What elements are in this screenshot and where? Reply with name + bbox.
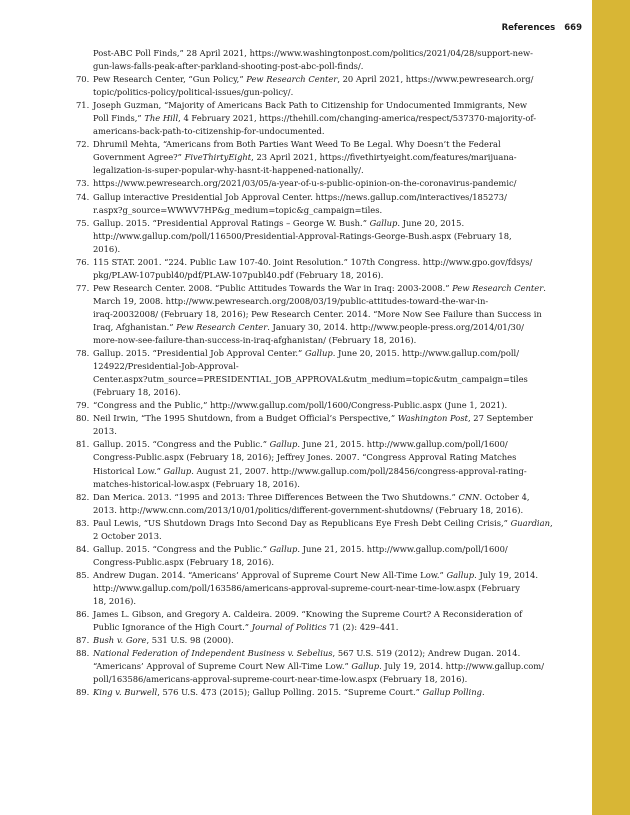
reference-item	[76, 543, 552, 569]
page-number: 669	[564, 23, 582, 33]
reference-number: 71.	[76, 100, 90, 111]
text-run: poll/163586/americans-approval-supreme-court-near-time-low.aspx (February 18, 2016).	[93, 674, 468, 685]
text-run: Post-ABC Poll Finds,” 28 April 2021, https://www.washingtonpost.com/politics/2021/04/28/support-new-	[93, 48, 533, 58]
text-run: Pew Research Center. 2008. “Public Attitudes Towards the War in Iraq: 2003-2008.”	[93, 282, 453, 293]
text-run: . June 20, 2015.	[397, 217, 465, 228]
reference-line	[93, 308, 552, 321]
side-color-bar	[592, 0, 630, 815]
text-run: Gallup. 2015. “Presidential Job Approval Center.”	[93, 348, 305, 359]
text-run: 18, 2016).	[93, 595, 137, 606]
reference-line	[93, 321, 552, 334]
text-run: Historical Low.”	[93, 465, 164, 476]
italic-title: Washington Post	[397, 413, 468, 424]
reference-list	[76, 47, 552, 699]
italic-title: Gallup Polling	[422, 687, 482, 698]
reference-item	[76, 47, 552, 73]
text-run: https://www.pewresearch.org/2021/03/05/a-year-of-u-s-public-opinion-on-the-coronavirus-pandemic/	[93, 178, 517, 189]
reference-line	[93, 517, 552, 530]
text-run: . June 21, 2015. http://www.gallup.com/poll/1600/	[297, 439, 508, 450]
reference-item	[76, 138, 552, 177]
text-run: . January 30, 2014. http://www.people-press.org/2014/01/30/	[267, 321, 524, 332]
text-run: . June 20, 2015. http://www.gallup.com/poll/	[332, 348, 520, 359]
text-run: , 4 February 2021, https://thehill.com/changing-america/respect/537370-majority-of-	[178, 113, 537, 124]
running-header	[470, 23, 582, 33]
text-run: ,	[549, 517, 553, 528]
text-run: “Congress and the Public,” http://www.gallup.com/poll/1600/Congress-Public.aspx (June 1, 2021).	[93, 400, 508, 411]
reference-number: 84.	[76, 543, 90, 554]
text-run: 115 STAT. 2001. “224. Public Law 107-40. Joint Resolution.” 107th Congress. http://www.gpo.gov/fdsys/	[93, 256, 533, 267]
text-run: http://www.gallup.com/poll/116500/Presidential-Approval-Ratings-George-Bush.aspx (February 18,	[93, 230, 512, 241]
reference-line	[93, 686, 552, 699]
text-run: . August 21, 2007. http://www.gallup.com/poll/28456/congress-approval-rating-	[191, 465, 527, 476]
text-run: , 23 April 2021, https://fivethirtyeight.com/features/marijuana-	[251, 152, 517, 163]
text-run: topic/politics-policy/political-issues/gun-policy/.	[93, 87, 294, 98]
reference-line	[93, 399, 552, 412]
italic-title: Gallup	[304, 348, 333, 359]
text-run: , 27 September	[467, 413, 534, 424]
text-run: 2016).	[93, 243, 121, 254]
reference-line	[93, 204, 552, 217]
text-run: . July 19, 2014. http://www.gallup.com/	[379, 661, 545, 672]
text-run: r.aspx?g_source=WWWV7HP&g_medium=topic&g_campaign=tiles.	[93, 204, 383, 215]
text-run: 71 (2): 429–441.	[326, 622, 399, 633]
italic-title: FiveThirtyEight	[184, 152, 252, 163]
text-run: Congress-Public.aspx (February 18, 2016).	[93, 556, 274, 567]
reference-line	[93, 138, 552, 151]
text-run: Pew Research Center, “Gun Policy,”	[93, 74, 247, 85]
italic-title: Gallup	[369, 217, 398, 228]
reference-item	[76, 282, 552, 347]
reference-line	[93, 491, 552, 504]
text-run: Dan Merica. 2013. “1995 and 2013: Three Differences Between the Two Shutdowns.”	[93, 491, 459, 502]
reference-number: 83.	[76, 517, 90, 528]
reference-line	[93, 451, 552, 464]
reference-line	[93, 112, 552, 125]
italic-title: Journal of Politics	[251, 622, 327, 633]
reference-line	[93, 438, 552, 451]
reference-number: 87.	[76, 635, 90, 646]
reference-line	[93, 86, 552, 99]
reference-item	[76, 647, 552, 686]
reference-line	[93, 99, 552, 112]
reference-line	[93, 73, 552, 86]
text-run: 2013.	[93, 426, 117, 437]
reference-line	[93, 282, 552, 295]
reference-number: 75.	[76, 217, 90, 228]
reference-item	[76, 412, 552, 438]
reference-line	[93, 595, 552, 608]
italic-title: Gallup	[269, 439, 298, 450]
reference-number: 81.	[76, 439, 90, 450]
reference-number: 78.	[76, 348, 90, 359]
reference-number: 73.	[76, 178, 90, 189]
text-run: . July 19, 2014.	[474, 569, 539, 580]
reference-line	[93, 177, 552, 190]
reference-line	[93, 191, 552, 204]
text-run: Gallup. 2015. “Congress and the Public.”	[93, 543, 270, 554]
reference-line	[93, 295, 552, 308]
reference-number: 76.	[76, 256, 90, 267]
reference-item	[76, 491, 552, 517]
italic-title: The Hill	[144, 113, 179, 124]
reference-line	[93, 269, 552, 282]
reference-number: 85.	[76, 569, 90, 580]
section-title: References	[501, 23, 556, 33]
text-run: americans-back-path-to-citizenship-for-undocumented.	[93, 126, 325, 137]
text-run: James L. Gibson, and Gregory A. Caldeira. 2009. “Knowing the Supreme Court? A Reconsideration of	[93, 609, 523, 620]
reference-number: 89.	[76, 687, 90, 698]
reference-line	[93, 164, 552, 177]
italic-title: Guardian	[510, 517, 550, 528]
italic-title: Gallup	[351, 661, 380, 672]
italic-title: CNN	[458, 491, 480, 502]
reference-line	[93, 151, 552, 164]
reference-item	[76, 438, 552, 490]
text-run: 2013. http://www.cnn.com/2013/10/01/politics/different-government-shutdowns/ (February 18, 2016).	[93, 504, 524, 515]
reference-line	[93, 47, 552, 60]
reference-item	[76, 99, 552, 138]
text-run: Neil Irwin, “The 1995 Shutdown, from a Budget Official’s Perspective,”	[93, 413, 398, 424]
reference-line	[93, 478, 552, 491]
reference-line	[93, 647, 552, 660]
reference-line	[93, 608, 552, 621]
reference-line	[93, 465, 552, 478]
text-run: (February 18, 2016).	[93, 387, 181, 398]
reference-item	[76, 256, 552, 282]
text-run: Gallup. 2015. “Congress and the Public.”	[93, 439, 270, 450]
text-run: gun-laws-falls-peak-after-parkland-shooting-post-abc-poll-finds/.	[93, 61, 364, 72]
text-run: http://www.gallup.com/poll/163586/americans-approval-supreme-court-near-time-low.aspx (February	[93, 582, 520, 593]
reference-line	[93, 256, 552, 269]
italic-title: Pew Research Center	[176, 321, 268, 332]
reference-number: 88.	[76, 648, 90, 659]
reference-item	[76, 686, 552, 699]
reference-line	[93, 412, 552, 425]
reference-line	[93, 530, 552, 543]
italic-title: Pew Research Center	[246, 74, 338, 85]
text-run: matches-historical-low.aspx (February 18, 2016).	[93, 478, 300, 489]
text-run: more-now-see-failure-than-success-in-iraq-afghanistan/ (February 18, 2016).	[93, 335, 417, 346]
reference-line	[93, 60, 552, 73]
reference-line	[93, 425, 552, 438]
reference-line	[93, 660, 552, 673]
reference-line	[93, 373, 552, 386]
reference-number: 70.	[76, 74, 90, 85]
text-run: Joseph Guzman, “Majority of Americans Back Path to Citizenship for Undocumented Immigrants, New	[93, 100, 528, 111]
italic-title: Gallup	[163, 465, 192, 476]
reference-item	[76, 569, 552, 608]
reference-item	[76, 73, 552, 99]
text-run: , 20 April 2021, https://www.pewresearch.org/	[337, 74, 534, 85]
text-run: .	[543, 282, 546, 293]
text-run: Gallup. 2015. “Presidential Approval Ratings – George W. Bush.”	[93, 217, 370, 228]
italic-title: King v. Burwell	[93, 687, 158, 698]
italic-title: Pew Research Center	[452, 282, 544, 293]
italic-title: Bush v. Gore	[93, 635, 147, 646]
text-run: . June 21, 2015. http://www.gallup.com/poll/1600/	[297, 543, 508, 554]
reference-line	[93, 556, 552, 569]
text-run: Andrew Dugan. 2014. “Americans’ Approval of Supreme Court New All-Time Low.”	[93, 569, 447, 580]
reference-line	[93, 230, 552, 243]
reference-item	[76, 517, 552, 543]
italic-title: Gallup	[269, 543, 298, 554]
text-run: Government Agree?”	[93, 152, 185, 163]
reference-number: 79.	[76, 400, 90, 411]
text-run: iraq-20032008/ (February 18, 2016); Pew Research Center. 2014. “More Now See Failure than Success in	[93, 308, 542, 319]
text-run: March 19, 2008. http://www.pewresearch.org/2008/03/19/public-attitudes-toward-the-war-in-	[93, 295, 489, 306]
reference-line	[93, 243, 552, 256]
text-run: . October 4,	[479, 491, 530, 502]
text-run: “Americans’ Approval of Supreme Court New All-Time Low.”	[93, 661, 352, 672]
reference-number: 80.	[76, 413, 90, 424]
text-run: Congress-Public.aspx (February 18, 2016); Jeffrey Jones. 2007. “Congress Approval Rating Matches	[93, 452, 517, 463]
text-run: Paul Lewis, “US Shutdown Drags Into Second Day as Republicans Eye Fresh Debt Ceiling Crisis,”	[93, 517, 511, 528]
reference-number: 77.	[76, 282, 90, 293]
text-run: , 567 U.S. 519 (2012); Andrew Dugan. 2014.	[332, 648, 521, 659]
reference-item	[76, 347, 552, 399]
reference-number: 82.	[76, 491, 90, 502]
reference-item	[76, 608, 552, 634]
text-run: Dhrumil Mehta, “Americans from Both Parties Want Weed To Be Legal. Why Doesn’t the Federal	[93, 139, 501, 150]
text-run: 124922/Presidential-Job-Approval-	[93, 361, 239, 372]
text-run: .	[481, 687, 485, 698]
reference-line	[93, 334, 552, 347]
reference-item	[76, 177, 552, 190]
reference-item	[76, 191, 552, 217]
text-run: Public Ignorance of the High Court.”	[93, 622, 252, 633]
italic-title: National Federation of Independent Business v. Sebelius	[93, 648, 333, 659]
text-run: Iraq, Afghanistan.”	[93, 321, 177, 332]
text-run: Gallup interactive Presidential Job Approval Center. https://news.gallup.com/interactives/185273/	[93, 191, 507, 202]
italic-title: Gallup	[446, 569, 475, 580]
reference-line	[93, 582, 552, 595]
text-run: , 576 U.S. 473 (2015); Gallup Polling. 2015. “Supreme Court.”	[157, 687, 423, 698]
text-run: Center.aspx?utm_source=PRESIDENTIAL_JOB_APPROVAL&utm_medium=topic&utm_campaign=tiles	[93, 374, 528, 385]
reference-line	[93, 347, 552, 360]
reference-line	[93, 634, 552, 647]
reference-number: 86.	[76, 609, 90, 620]
reference-line	[93, 217, 552, 230]
reference-line	[93, 621, 552, 634]
text-run: , 531 U.S. 98 (2000).	[146, 635, 234, 646]
reference-number: 72.	[76, 139, 90, 150]
text-run: legalization-is-super-popular-why-hasnt-it-happened-nationally/.	[93, 165, 364, 176]
reference-line	[93, 504, 552, 517]
reference-line	[93, 543, 552, 556]
reference-line	[93, 125, 552, 138]
reference-item	[76, 399, 552, 412]
reference-line	[93, 360, 552, 373]
text-run: 2 October 2013.	[93, 530, 162, 541]
reference-line	[93, 673, 552, 686]
text-run: Poll Finds,”	[93, 113, 145, 124]
reference-number: 74.	[76, 191, 90, 202]
reference-item	[76, 634, 552, 647]
reference-line	[93, 386, 552, 399]
reference-item	[76, 217, 552, 256]
reference-line	[93, 569, 552, 582]
text-run: pkg/PLAW-107publ40/pdf/PLAW-107publ40.pdf (February 18, 2016).	[93, 269, 384, 280]
